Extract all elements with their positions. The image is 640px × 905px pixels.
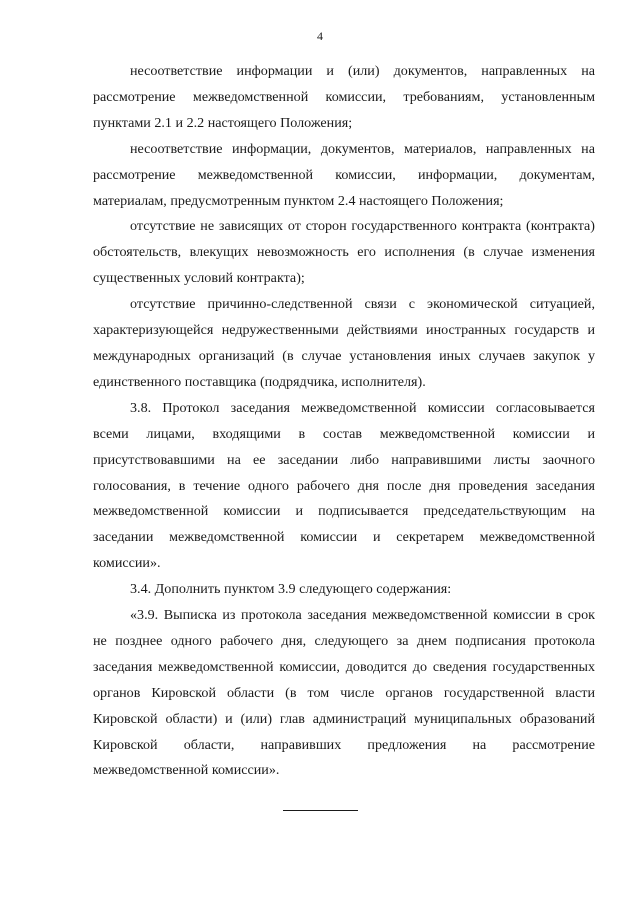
end-separator-line [283, 810, 358, 811]
paragraph-nonconformity-documents: несоответствие информации и (или) документов, направленных на рассмотрение межведомственной комиссии, требованиям, установленным пунктами 2.1 и 2.2 настоящего Положения; [93, 63, 595, 131]
paragraph-absence-circumstances: отсутствие не зависящих от сторон государственного контракта (контракта) обстоятельств, влекущих невозможность его исполнения (в случае изменения существенных условий контракта); [93, 218, 595, 287]
paragraph-absence-causal-link: отсутствие причинно-следственной связи с экономической ситуацией, характеризующейся недружественными действиями иностранных государств и международных организаций (в случае установления иных случаев закупок у единственного поставщика (подрядчика, исполнителя). [93, 296, 595, 390]
paragraph-3-4-amendment: 3.4. Дополнить пунктом 3.9 следующего содержания: [130, 581, 452, 598]
paragraph-3-9-extract: «3.9. Выписка из протокола заседания межведомственной комиссии в срок не позднее одного рабочего дня, следующего за днем подписания протокола заседания межведомственной комиссии, доводится до сведения государственных органов Кировской области (в том числе органов государственной власти Кировской области) и (или) глав администраций муниципальных образований Кировской области, направивших предложения на рассмотрение межведомственной комиссии». [93, 607, 595, 779]
paragraph-nonconformity-materials: несоответствие информации, документов, материалов, направленных на рассмотрение межведомственной комиссии, информации, документам, материалам, предусмотренным пунктом 2.4 настоящего Положения; [93, 140, 595, 209]
document-body [93, 59, 595, 784]
page-number: 4 [317, 29, 323, 43]
paragraph-3-8-protocol: 3.8. Протокол заседания межведомственной комиссии согласовывается всеми лицами, входящими в состав межведомственной комиссии и присутствовавшими на ее заседании либо направившими листы заочного голосования, в течение одного рабочего дня после дня проведения заседания межведомственной комиссии и подписывается председательствующим на заседании межведомственной комиссии и секретарем межведомственной комиссии». [93, 399, 595, 572]
